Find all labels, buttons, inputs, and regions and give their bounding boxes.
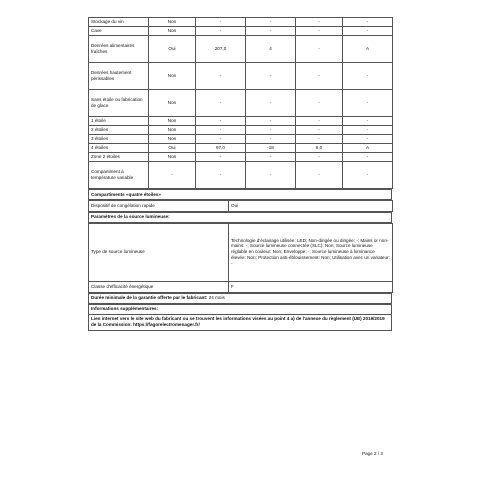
- compartment-row: [89, 162, 393, 189]
- compartment-cell: 6,0: [296, 144, 343, 153]
- compartment-cell: Non: [149, 126, 196, 135]
- compartment-row: [89, 36, 393, 63]
- compartment-cell: -: [246, 135, 296, 144]
- compartment-cell: -: [196, 162, 246, 189]
- compartment-row: [89, 90, 393, 117]
- compartment-row: [89, 117, 393, 126]
- compartment-label: Denrées alimentaires fraîches: [89, 36, 149, 63]
- compartment-cell: -: [296, 63, 343, 90]
- compartment-row: [89, 144, 393, 153]
- warranty-label: Durée minimale de la garantie offerte par le fabricant:: [91, 295, 208, 301]
- compartment-cell: -: [296, 27, 343, 36]
- compartment-row: [89, 126, 393, 135]
- energy-class-value: F: [229, 281, 393, 292]
- compartment-cell: -: [343, 117, 393, 126]
- compartment-cell: -: [343, 90, 393, 117]
- light-source-type-value: Technologie d'éclairage utilisée: LED; Non-dirigée ou dirigée: -; Mains or non-mains: -; Source lumineuse connectée (SLC): Non; Source lumineuse réglable en couleur: Non; Enveloppe: -; Source lumineuse à luminance élevée: Non; Protection anti-éblouissement: Non; Utilisation avec un variateur: -: [229, 223, 393, 281]
- compartment-cell: -: [296, 90, 343, 117]
- quick-freeze-label: Dispositif de congélation rapide: [89, 200, 229, 211]
- page-number: Page 2 / 3: [362, 451, 383, 456]
- compartment-label: Compartiment à température variable: [89, 162, 149, 189]
- compartment-label: Stockage du vin: [89, 18, 149, 27]
- four-star-section: [88, 189, 392, 200]
- compartment-cell: 97,0: [196, 144, 246, 153]
- quick-freeze-value: Oui: [229, 200, 393, 211]
- compartment-label: 3 étoiles: [89, 135, 149, 144]
- compartment-cell: -: [296, 18, 343, 27]
- four-star-section-header: [89, 190, 392, 200]
- compartment-cell: Non: [149, 135, 196, 144]
- compartment-cell: -: [296, 126, 343, 135]
- compartment-cell: Non: [149, 153, 196, 162]
- compartment-cell: -: [246, 126, 296, 135]
- compartment-cell: -: [296, 135, 343, 144]
- compartment-cell: -: [196, 90, 246, 117]
- compartment-cell: -: [196, 27, 246, 36]
- compartment-label: 2 étoiles: [89, 126, 149, 135]
- additional-info-section: [88, 304, 392, 331]
- compartment-cell: -: [196, 126, 246, 135]
- compartment-cell: 4: [246, 36, 296, 63]
- compartment-label: Denrées hautement périssables: [89, 63, 149, 90]
- compartment-cell: -: [196, 63, 246, 90]
- compartment-cell: Oui: [149, 36, 196, 63]
- compartment-cell: -: [196, 135, 246, 144]
- compartment-cell: -: [343, 27, 393, 36]
- compartment-cell: -18: [246, 144, 296, 153]
- compartment-cell: -: [343, 162, 393, 189]
- compartment-cell: -: [246, 63, 296, 90]
- compartment-cell: -: [149, 162, 196, 189]
- additional-info-text: Lien internet vers le site web du fabricant ou se trouvent les informations visées au point 4 a) de l'annexe du règlement (UE) 2019/2019 de la Commission: https://fagorelectromenager.fr/: [89, 314, 392, 330]
- compartments-table: [88, 17, 393, 189]
- compartment-label: 1 étoile: [89, 117, 149, 126]
- compartment-cell: -: [343, 18, 393, 27]
- compartment-row: [89, 135, 393, 144]
- light-source-section: [88, 212, 392, 223]
- compartment-cell: -: [196, 117, 246, 126]
- compartment-row: [89, 27, 393, 36]
- spec-sheet: [88, 17, 392, 331]
- compartment-cell: -: [296, 36, 343, 63]
- compartment-row: [89, 18, 393, 27]
- compartment-cell: Non: [149, 63, 196, 90]
- compartment-cell: -: [246, 153, 296, 162]
- warranty-section: [88, 293, 392, 304]
- compartment-cell: -: [296, 117, 343, 126]
- compartment-cell: Non: [149, 18, 196, 27]
- compartment-cell: -: [196, 153, 246, 162]
- compartment-cell: -: [343, 126, 393, 135]
- compartment-cell: Non: [149, 90, 196, 117]
- warranty-cell: [89, 293, 392, 303]
- compartment-cell: A: [343, 36, 393, 63]
- four-star-title: Compartiments «quatre étoiles»: [89, 190, 392, 200]
- light-source-table: [88, 223, 393, 293]
- warranty-value: 24 mois: [208, 295, 225, 301]
- compartment-cell: -: [196, 18, 246, 27]
- compartment-cell: -: [246, 90, 296, 117]
- compartments-table-body: [89, 18, 393, 189]
- compartment-cell: -: [343, 153, 393, 162]
- compartment-cell: Non: [149, 27, 196, 36]
- compartment-cell: -: [343, 135, 393, 144]
- quick-freeze-row: [88, 200, 393, 212]
- compartment-row: [89, 153, 393, 162]
- compartment-cell: Oui: [149, 144, 196, 153]
- light-source-title: Paramètres de la source lumineuse:: [89, 212, 392, 222]
- additional-info-title: Informations supplémentaires:: [89, 304, 392, 314]
- compartment-cell: -: [246, 162, 296, 189]
- compartment-cell: Non: [149, 117, 196, 126]
- compartment-cell: A: [343, 144, 393, 153]
- compartment-row: [89, 63, 393, 90]
- compartment-cell: -: [246, 117, 296, 126]
- compartment-cell: -: [296, 162, 343, 189]
- compartment-cell: -: [246, 18, 296, 27]
- compartment-label: Cave: [89, 27, 149, 36]
- compartment-cell: -: [343, 63, 393, 90]
- compartment-label: Zone 2 étoiles: [89, 153, 149, 162]
- compartment-label: Sans étoile ou fabrication de glace: [89, 90, 149, 117]
- compartment-cell: -: [246, 27, 296, 36]
- energy-class-label: Classe d'efficacité énergétique: [89, 281, 229, 292]
- compartment-label: 4 étoiles: [89, 144, 149, 153]
- compartment-cell: -: [296, 153, 343, 162]
- compartment-cell: 207,0: [196, 36, 246, 63]
- light-source-type-label: Type de source lumineuse: [89, 223, 229, 281]
